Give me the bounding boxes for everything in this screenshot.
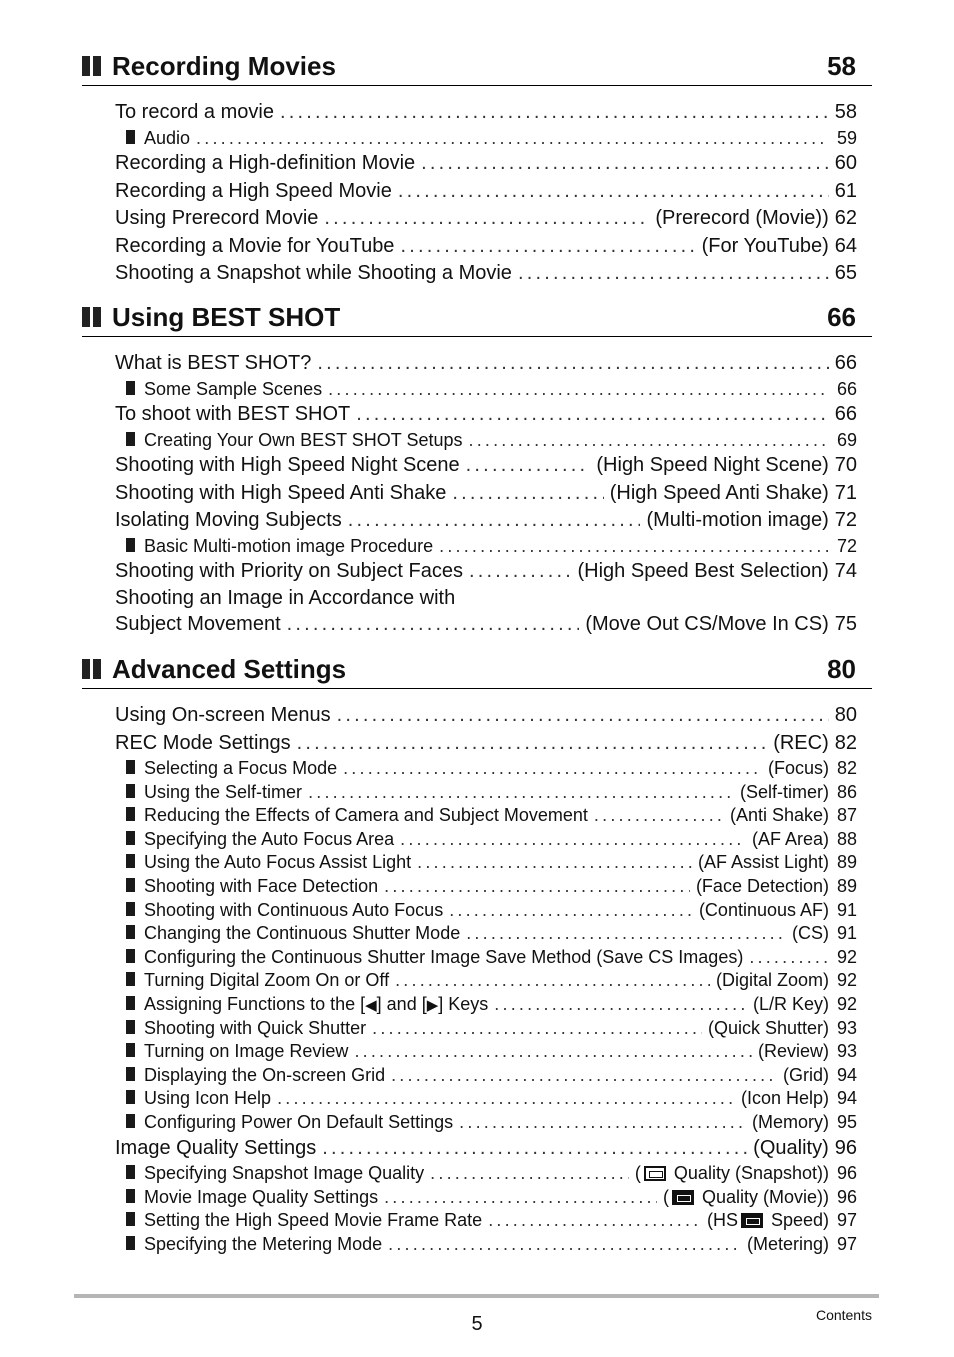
dot-leader (372, 1017, 702, 1041)
entry-page: 91 (836, 899, 857, 920)
section-page: 66 (827, 302, 856, 332)
dot-leader (449, 899, 693, 923)
section-header (82, 300, 872, 337)
toc-entry[interactable] (126, 1017, 857, 1041)
section-title: Using BEST SHOT (112, 302, 341, 332)
entry-title: Shooting with Continuous Auto Focus (144, 899, 444, 920)
entry-page: 91 (836, 923, 857, 944)
dot-leader (287, 611, 580, 639)
dot-leader (384, 1186, 657, 1210)
toc-entries (82, 689, 872, 1256)
dot-leader (749, 946, 829, 970)
entry-annotation: (Focus) (767, 758, 829, 778)
toc-entry[interactable] (126, 993, 857, 1017)
toc-entry[interactable] (115, 480, 857, 508)
entry-title: Recording a Movie for YouTube (115, 234, 395, 257)
entry-title: Selecting a Focus Mode (144, 758, 338, 778)
dot-leader (452, 480, 603, 508)
dot-leader (388, 1233, 741, 1257)
entry-page: 88 (836, 828, 857, 849)
entry-annotation: (Review) (757, 1041, 829, 1062)
toc-entry[interactable] (115, 260, 857, 288)
dot-leader (337, 702, 829, 730)
toc-entry[interactable] (115, 178, 857, 206)
annotation-part: (HS (706, 1210, 738, 1231)
entry-title: Basic Multi-motion image Procedure (144, 535, 434, 556)
section-page: 80 (827, 654, 856, 684)
entry-title-part: Assigning Functions to the [ (144, 993, 366, 1014)
entry-title-part: ] Keys (438, 993, 489, 1014)
toc-entry[interactable] (126, 535, 857, 559)
toc-entry[interactable] (126, 1233, 857, 1257)
entry-page: 62 (834, 207, 857, 230)
entry-title: Using Icon Help (144, 1088, 272, 1109)
entry-page: 58 (834, 101, 857, 123)
entry-title: Specifying Snapshot Image Quality (144, 1163, 425, 1183)
bullet-icon (126, 1212, 135, 1226)
bullet-icon (126, 1114, 135, 1128)
entry-page: 92 (836, 946, 857, 967)
movie-quality-icon (741, 1213, 763, 1228)
entry-page: 96 (834, 1136, 857, 1159)
toc-entry[interactable] (126, 922, 857, 946)
entry-title: Recording a High Speed Movie (115, 179, 392, 202)
entry-title: Turning Digital Zoom On or Off (144, 970, 390, 991)
entry-title: Recording a High-definition Movie (115, 152, 416, 175)
section-header (82, 49, 872, 86)
dot-leader (488, 1209, 701, 1233)
dot-leader (400, 828, 746, 852)
entry-annotation: (AF Assist Light) (697, 852, 829, 873)
entry-page: 97 (836, 1210, 857, 1231)
entry-annotation: (Memory) (752, 1111, 829, 1132)
toc-entry[interactable] (126, 804, 857, 828)
entry-title: Audio (144, 127, 191, 148)
toc-entry[interactable] (115, 205, 857, 233)
annotation-part: ( (662, 1186, 669, 1207)
entry-title: What is BEST SHOT? (115, 352, 312, 374)
entry-annotation: (L/R Key) (752, 993, 829, 1014)
entry-page: 66 (834, 403, 857, 426)
entry-title: Shooting an Image in Accordance with (115, 586, 456, 609)
dot-leader (384, 875, 690, 899)
bullet-icon (126, 996, 135, 1010)
annotation-part: Quality (Movie)) (696, 1186, 829, 1207)
section-title: Recording Movies (112, 51, 336, 81)
bullet-icon (126, 925, 135, 939)
entry-page: 92 (836, 993, 857, 1014)
toc-entry[interactable] (115, 233, 857, 261)
entry-page: 71 (834, 481, 857, 504)
dot-leader (317, 350, 828, 378)
dot-leader (196, 127, 829, 151)
entry-title: To record a movie (115, 101, 274, 123)
entry-page: 82 (836, 758, 857, 778)
entry-annotation (635, 1162, 829, 1186)
entry-page: 89 (836, 875, 857, 896)
toc-entry[interactable] (115, 611, 857, 639)
entry-annotation: (Grid) (783, 1064, 829, 1085)
entry-annotation: (AF Area) (751, 828, 829, 849)
dot-leader (398, 178, 829, 206)
entry-page: 93 (836, 1041, 857, 1062)
bullet-icon (126, 1067, 135, 1081)
annotation-part: Quality (Snapshot)) (668, 1163, 829, 1183)
entry-title: Changing the Continuous Shutter Mode (144, 923, 461, 944)
toc-entry[interactable] (115, 586, 857, 611)
toc-entry[interactable] (126, 828, 857, 852)
toc-entry[interactable] (115, 452, 857, 480)
bullet-icon (126, 1090, 135, 1104)
bullet-icon (126, 1236, 135, 1250)
footer-rule (74, 1294, 879, 1298)
toc-entry[interactable] (115, 350, 857, 378)
entry-title: Some Sample Scenes (144, 378, 323, 399)
entry-annotation (663, 1186, 829, 1210)
entry-page: 95 (836, 1111, 857, 1132)
entry-annotation: (Icon Help) (740, 1088, 829, 1109)
entry-title: Movie Image Quality Settings (144, 1186, 379, 1207)
section-advanced-settings (82, 652, 872, 1256)
entry-page: 93 (836, 1017, 857, 1038)
toc-entry[interactable] (126, 1087, 857, 1111)
section-recording-movies (82, 49, 872, 288)
entry-annotation: (Multi-motion image) (646, 509, 829, 532)
entry-title: Shooting with High Speed Night Scene (115, 454, 460, 477)
bullet-icon (126, 972, 135, 986)
entry-page: 96 (836, 1186, 857, 1207)
toc-entry[interactable] (126, 1111, 857, 1135)
dot-leader (430, 1162, 629, 1186)
entry-page: 64 (834, 234, 857, 257)
toc-entry[interactable] (126, 757, 857, 781)
toc-entries (82, 337, 872, 638)
entry-title: Using Prerecord Movie (115, 207, 319, 230)
dot-leader (277, 1087, 735, 1111)
entry-title: Specifying the Metering Mode (144, 1233, 383, 1254)
toc-entry[interactable] (115, 150, 857, 178)
toc-entry[interactable] (115, 99, 857, 127)
dot-leader (594, 804, 724, 828)
toc-entry[interactable] (126, 1040, 857, 1064)
toc-entry[interactable] (126, 899, 857, 923)
entry-annotation: (Quality) (753, 1136, 829, 1159)
dot-leader (356, 401, 828, 429)
bullet-icon (126, 538, 135, 552)
left-arrow-key-icon: ◀ (365, 996, 377, 1014)
toc-entries (82, 86, 872, 288)
entry-title: Isolating Moving Subjects (115, 509, 342, 532)
entry-title: To shoot with BEST SHOT (115, 403, 351, 426)
entry-annotation: (Continuous AF) (698, 899, 829, 920)
section-marker-icon (82, 659, 102, 679)
toc-entry[interactable] (126, 1209, 857, 1233)
entry-title: Configuring Power On Default Settings (144, 1111, 454, 1132)
dot-leader (459, 1111, 746, 1135)
bullet-icon (126, 807, 135, 821)
entry-page: 72 (836, 535, 857, 556)
bullet-icon (126, 432, 135, 446)
dot-leader (439, 535, 829, 559)
dot-leader (466, 452, 591, 480)
entry-title: Shooting with Priority on Subject Faces (115, 560, 463, 583)
annotation-part: Speed) (765, 1210, 829, 1231)
dot-leader (297, 730, 768, 758)
entry-title (144, 993, 488, 1018)
entry-annotation (707, 1209, 829, 1233)
entry-page: 72 (834, 509, 857, 532)
bullet-icon (126, 878, 135, 892)
bullet-icon (126, 1043, 135, 1057)
dot-leader (469, 429, 830, 453)
entry-annotation: (Anti Shake) (729, 805, 829, 826)
dot-leader (343, 757, 762, 781)
bullet-icon (126, 130, 135, 144)
page-number: 5 (471, 1313, 483, 1335)
entry-page: 96 (836, 1163, 857, 1183)
entry-page: 87 (836, 805, 857, 826)
bullet-icon (126, 760, 135, 774)
toc-entry[interactable] (115, 730, 857, 758)
entry-page: 94 (836, 1088, 857, 1109)
entry-title: Displaying the On-screen Grid (144, 1064, 386, 1085)
bullet-icon (126, 1189, 135, 1203)
bullet-icon (126, 381, 135, 395)
toc-entry[interactable] (126, 429, 857, 453)
entry-page: 94 (836, 1064, 857, 1085)
toc-entry[interactable] (115, 1135, 857, 1163)
annotation-part: ( (634, 1163, 641, 1183)
bullet-icon (126, 831, 135, 845)
entry-page: 89 (836, 852, 857, 873)
entry-page: 66 (836, 378, 857, 399)
dot-leader (494, 993, 747, 1017)
entry-page: 61 (834, 179, 857, 202)
entry-page: 60 (834, 152, 857, 175)
entry-annotation: (Self-timer) (740, 781, 829, 802)
bullet-icon (126, 784, 135, 798)
entry-title: Using On-screen Menus (115, 704, 331, 726)
section-marker-icon (82, 56, 102, 76)
entry-annotation: (High Speed Anti Shake) (609, 481, 829, 504)
entry-page: 69 (836, 429, 857, 450)
entry-annotation: (REC) (773, 731, 829, 754)
toc-entry[interactable] (126, 127, 857, 151)
dot-leader (322, 1135, 747, 1163)
bullet-icon (126, 1165, 135, 1179)
dot-leader (308, 781, 734, 805)
dot-leader (417, 851, 692, 875)
entry-annotation: (Move Out CS/Move In CS) (585, 612, 829, 635)
entry-annotation: (Prerecord (Movie)) (655, 207, 829, 230)
dot-leader (400, 233, 695, 261)
dot-leader (280, 99, 829, 127)
right-arrow-key-icon: ▶ (426, 996, 439, 1014)
section-header (82, 652, 872, 689)
section-page: 58 (827, 51, 856, 81)
entry-title: Shooting with Quick Shutter (144, 1017, 367, 1038)
toc-entry[interactable] (115, 702, 857, 730)
toc-entry[interactable] (126, 875, 857, 899)
toc-entry[interactable] (115, 401, 857, 429)
dot-leader (391, 1064, 777, 1088)
entry-title: Using the Auto Focus Assist Light (144, 852, 412, 873)
entry-title: Turning on Image Review (144, 1041, 349, 1062)
entry-title: Specifying the Auto Focus Area (144, 828, 395, 849)
entry-annotation: (High Speed Best Selection) (577, 560, 829, 583)
toc-entry[interactable] (115, 507, 857, 535)
bullet-icon (126, 1020, 135, 1034)
entry-annotation: (Quick Shutter) (707, 1017, 829, 1038)
toc-entry[interactable] (126, 1064, 857, 1088)
entry-title: Shooting a Snapshot while Shooting a Movie (115, 262, 512, 285)
entry-title: Using the Self-timer (144, 781, 303, 802)
entry-title: Creating Your Own BEST SHOT Setups (144, 429, 463, 450)
dot-leader (469, 558, 572, 586)
dot-leader (466, 922, 786, 946)
dot-leader (348, 507, 641, 535)
toc-entry[interactable] (126, 1162, 857, 1186)
dot-leader (395, 969, 710, 993)
entry-title: Shooting with High Speed Anti Shake (115, 481, 447, 504)
entry-title: Subject Movement (115, 612, 281, 635)
entry-page: 70 (834, 454, 857, 477)
snapshot-quality-icon (644, 1166, 666, 1181)
entry-page: 86 (836, 781, 857, 802)
toc-entry[interactable] (126, 969, 857, 993)
toc-entry[interactable] (126, 378, 857, 402)
entry-page: 74 (834, 560, 857, 583)
entry-title: Setting the High Speed Movie Frame Rate (144, 1210, 483, 1231)
entry-page: 66 (834, 352, 857, 374)
entry-annotation: (Digital Zoom) (715, 970, 829, 991)
bullet-icon (126, 949, 135, 963)
dot-leader (518, 260, 829, 288)
dot-leader (328, 378, 829, 402)
entry-page: 75 (834, 612, 857, 635)
entry-title: REC Mode Settings (115, 731, 291, 754)
toc-entry[interactable] (126, 781, 857, 805)
section-using-best-shot (82, 300, 872, 638)
bullet-icon (126, 902, 135, 916)
entry-title: Reducing the Effects of Camera and Subject Movement (144, 805, 588, 826)
entry-annotation: (CS) (792, 923, 829, 944)
dot-leader (421, 150, 829, 178)
entry-annotation: (Metering) (746, 1233, 829, 1254)
dot-leader (324, 205, 649, 233)
bullet-icon (126, 854, 135, 868)
entry-title: Shooting with Face Detection (144, 875, 379, 896)
entry-page: 80 (834, 704, 857, 726)
movie-quality-icon (672, 1190, 694, 1205)
entry-annotation: (For YouTube) (701, 234, 829, 257)
entry-page: 65 (834, 262, 857, 285)
toc-entry[interactable] (126, 851, 857, 875)
entry-title: Image Quality Settings (115, 1136, 317, 1159)
entry-annotation: (High Speed Night Scene) (596, 454, 829, 477)
entry-annotation: (Face Detection) (695, 875, 829, 896)
entry-page: 97 (836, 1233, 857, 1254)
dot-leader (354, 1040, 752, 1064)
entry-title-part: ] and [ (376, 993, 427, 1014)
toc-entry[interactable] (126, 1186, 857, 1210)
footer-contents-link[interactable]: Contents (815, 1307, 872, 1323)
toc-entry[interactable] (126, 946, 857, 970)
entry-title: Configuring the Continuous Shutter Image Save Method (Save CS Images) (144, 946, 744, 967)
entry-page: 82 (834, 731, 857, 754)
section-title: Advanced Settings (112, 654, 347, 684)
toc-entry[interactable] (115, 558, 857, 586)
entry-page: 92 (836, 970, 857, 991)
entry-page: 59 (836, 127, 857, 148)
section-marker-icon (82, 307, 102, 327)
